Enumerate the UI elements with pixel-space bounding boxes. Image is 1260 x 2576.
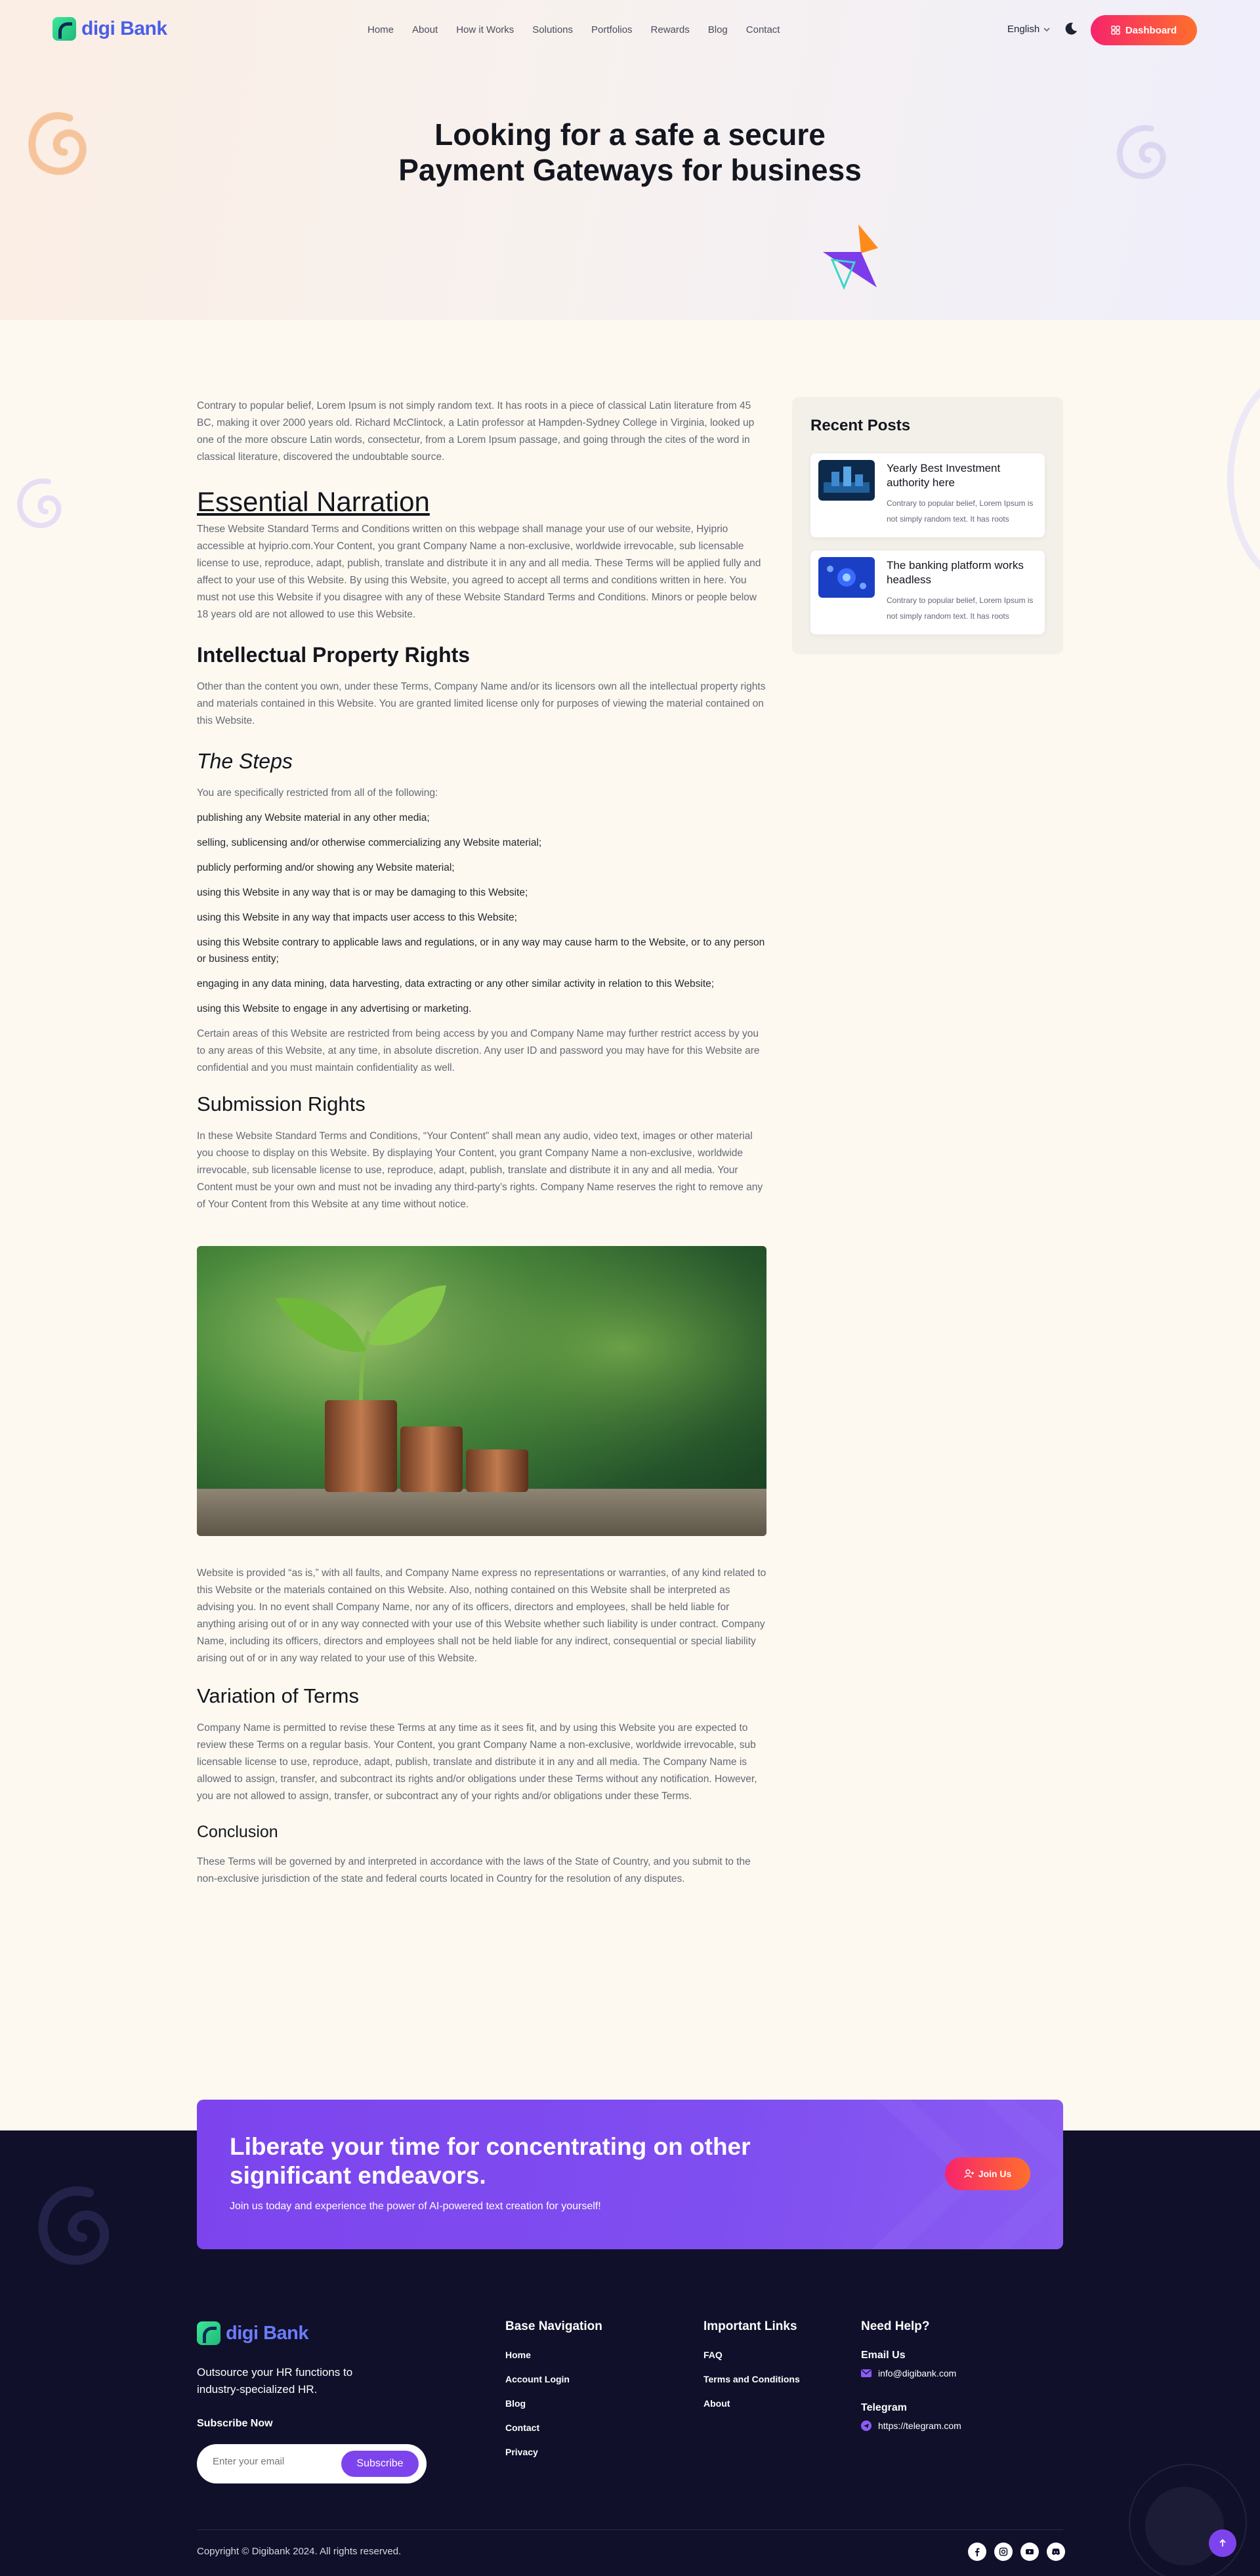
footer-column-heading: Important Links [704,2319,797,2333]
list-item: publicly performing and/or showing any Website material; [197,862,455,873]
nav-link-solutions[interactable]: Solutions [532,24,574,35]
discord-icon[interactable] [1047,2543,1065,2561]
swirl-decoration [13,474,72,536]
submission-paragraph: In these Website Standard Terms and Conditions, “Your Content” shall mean any audio, video text, images or other material you choose to display on this Website. By displaying Your Content, you grant Company Name a non-exclusive, worldwide irrevocable, sub licensable license to use, reproduce, adapt, publish, translate and distribute it in any and all media. Your Content must be your own and must not be invading any third-party’s rights. Company Name reserves the right to remove any of Your Content from this Website at any time without notice. [197,1131,763,1210]
recent-post-card[interactable] [810,453,1045,537]
footer-base-navigation [505,2319,602,2471]
steps-intro: You are specifically restricted from all of the following: [197,787,438,799]
footer-tagline: Outsource your HR functions to industry-specialized HR. [197,2366,353,2396]
instagram-icon[interactable] [994,2543,1013,2561]
nav-link-contact[interactable]: Contact [746,24,780,35]
list-item: using this Website to engage in any advertising or marketing. [197,1003,472,1014]
terms-content [197,398,766,1888]
post-thumbnail [818,557,875,598]
paper-plane-illustration [820,222,886,304]
footer-link-privacy[interactable]: Privacy [505,2447,538,2457]
dashboard-button[interactable] [1091,15,1197,45]
list-item: engaging in any data mining, data harvesting, data extracting or any other similar activity in relation to this Website; [197,978,715,989]
footer-column-heading: Need Help? [861,2319,930,2333]
user-plus-icon [964,2169,975,2178]
subscribe-label: Subscribe Now [197,2418,273,2429]
footer-link-faq[interactable]: FAQ [704,2350,723,2360]
footer-divider [197,2529,1063,2530]
disclaimer-paragraph: Website is provided “as is,” with all faults, and Company Name express no representations or warranties, of any kind related to this Website or the materials contained on this Website. Also, nothing contained on this Website shall be interpreted as advising you. In no event shall Company Name, nor any of its officers, directors and employees, shall be held liable for anything arising out of or in any way connected with your use of this Website whether such liability is under contract. Company Name, including its officers, directors and employees shall not be held liable for any indirect, consequential or special liability arising out of or in any way related to your use of this Website. [197,1568,766,1664]
logo-icon [52,17,76,41]
footer-logo[interactable] [197,2321,308,2345]
email-address: info@digibank.com [878,2368,957,2379]
footer-important-links [704,2319,800,2422]
section-heading-essential: Essential Narration [197,486,430,517]
footer-link-account-login[interactable]: Account Login [505,2374,570,2384]
footer-help [861,2319,961,2455]
dashboard-icon [1111,26,1120,35]
section-heading-variation: Variation of Terms [197,1684,359,1707]
recent-posts-sidebar [792,397,1063,654]
restrictions-list [197,810,766,1017]
subscribe-button[interactable]: Subscribe [341,2451,419,2477]
sidebar-title: Recent Posts [810,417,911,434]
youtube-icon[interactable] [1020,2543,1039,2561]
footer-link-terms[interactable]: Terms and Conditions [704,2374,800,2384]
list-item: using this Website in any way that is or may be damaging to this Website; [197,887,528,898]
variation-paragraph: Company Name is permitted to revise these Terms at any time as it sees fit, and by using this Website you are expected to review these Terms on a regular basis. Your Content, you grant Company Name a non-exclusive, worldwide irrevocable, sub licensable license to use, reproduce, adapt, publish, translate and distribute it in any and all media. The Company Name is allowed to assign, transfer, and subcontract its rights and/or obligations under these Terms without any notification. However, you are not allowed to assign, transfer, or subcontract any of your rights and/or obligations under these Terms. [197,1722,757,1802]
facebook-icon[interactable] [968,2543,986,2561]
section-heading-ip: Intellectual Property Rights [197,643,471,667]
post-thumbnail [818,460,875,501]
cta-banner [197,2100,1063,2249]
brand-name: digi Bank [81,18,167,39]
email-input[interactable] [213,2456,331,2467]
footer-link-contact[interactable]: Contact [505,2422,540,2433]
arc-decoration [1227,374,1260,584]
swirl-decoration [24,105,96,187]
swirl-decoration [32,2177,123,2279]
email-label: Email Us [861,2350,906,2361]
email-contact[interactable] [861,2368,961,2379]
nav-link-portfolios[interactable]: Portfolios [591,24,633,35]
nav-link-about[interactable]: About [412,24,438,35]
steps-outro: Certain areas of this Website are restricted from being access by you and Company Name may further restrict access by you to any areas of this Website, at any time, in absolute discretion. Any user ID and password you may have for this Website are confidential and you must maintain confidentiality as well. [197,1028,760,1073]
section-heading-submission: Submission Rights [197,1092,366,1115]
telegram-label: Telegram [861,2402,907,2413]
footer-link-home[interactable]: Home [505,2350,531,2360]
list-item: using this Website contrary to applicable laws and regulations, or in any way may cause harm to the Website, or to any person or business entity; [197,937,765,965]
nav-link-blog[interactable]: Blog [707,24,728,35]
brand-logo[interactable] [52,17,167,41]
language-selector[interactable] [1007,24,1050,35]
essential-paragraph: These Website Standard Terms and Conditions written on this webpage shall manage your use of our website, Hyiprio accessible at hyiprio.com.Your Content, you grant Company Name a non-exclusive, worldwide irrevocable, sub licensable license to use, reproduce, adapt, publish, translate and distribute it in any and all media. These Terms will be applied fully and affect to your use of this Website. By using this Website, you agreed to accept all terms and conditions written in here. You must not use this Website if you disagree with any of these Website Standard Terms and Conditions. Minors or people below 18 years old are not allowed to use this Website. [197,524,761,620]
join-us-label: Join Us [978,2169,1012,2179]
main-menu [368,24,798,35]
page-title: Looking for a safe a secure Payment Gateways for business [398,117,862,187]
logo-icon [197,2321,220,2345]
list-item: selling, sublicensing and/or otherwise commercializing any Website material; [197,837,542,848]
cta-title: Liberate your time for concentrating on other significant endeavors. [230,2133,751,2189]
hero-banner [0,0,1260,320]
post-excerpt: Contrary to popular belief, Lorem Ipsum is not simply random text. It has roots [887,596,1034,621]
ring-decoration [1145,2487,1224,2566]
ip-paragraph: Other than the content you own, under these Terms, Company Name and/or its licensors own all the intellectual property rights and materials contained in this Website. You are granted limited license only for purposes of viewing the material contained on this Website. [197,681,766,726]
conclusion-paragraph: These Terms will be governed by and interpreted in accordance with the laws of the State of Country, and you submit to the non-exclusive jurisdiction of the state and federal courts located in Country for the resolution of any disputes. [197,1856,751,1884]
nav-link-how-it-works[interactable]: How it Works [456,24,514,35]
telegram-icon [861,2420,872,2431]
coins-plant-image [197,1246,766,1536]
swirl-decoration [1112,119,1177,188]
mail-icon [861,2369,872,2377]
section-heading-steps: The Steps [197,749,293,773]
subscribe-form [197,2444,427,2483]
footer-column-heading: Base Navigation [505,2319,602,2333]
post-title[interactable]: The banking platform works headless [887,559,1024,586]
join-us-button[interactable] [945,2157,1030,2190]
list-item: publishing any Website material in any other media; [197,812,430,823]
section-heading-conclusion: Conclusion [197,1823,278,1841]
social-links [968,2543,1065,2561]
chevron-down-icon [1043,27,1050,32]
language-label: English [1007,24,1040,35]
list-item: using this Website in any way that impacts user access to this Website; [197,912,517,923]
arrow-up-icon [1218,2539,1227,2548]
footer-link-about[interactable]: About [704,2398,730,2409]
copyright-text: Copyright © Digibank 2024. All rights reserved. [197,2546,402,2557]
cta-subtitle: Join us today and experience the power of AI-powered text creation for yourself! [230,2201,601,2212]
post-title[interactable]: Yearly Best Investment authority here [887,462,1001,489]
dashboard-label: Dashboard [1125,24,1177,36]
telegram-link: https://telegram.com [878,2420,961,2431]
nav-link-rewards[interactable]: Rewards [650,24,690,35]
footer-brand-name: digi Bank [226,2322,309,2344]
intro-paragraph: Contrary to popular belief, Lorem Ipsum is not simply random text. It has roots in a piece of classical Latin literature from 45 BC, making it over 2000 years old. Richard McClintock, a Latin professor at Hampden-Sydney College in Virginia, looked up one of the more obscure Latin words, consectetur, from a Lorem Ipsum passage, and going through the cites of the word in classical literature, discovered the undoubtable source. [197,400,755,463]
telegram-contact[interactable] [861,2420,961,2431]
footer-link-blog[interactable]: Blog [505,2398,526,2409]
top-navigation [0,0,1260,60]
recent-post-card[interactable] [810,551,1045,634]
nav-link-home[interactable]: Home [368,24,394,35]
post-excerpt: Contrary to popular belief, Lorem Ipsum is not simply random text. It has roots [887,499,1034,524]
moon-icon[interactable] [1063,21,1079,37]
scroll-to-top-button[interactable] [1209,2529,1236,2557]
